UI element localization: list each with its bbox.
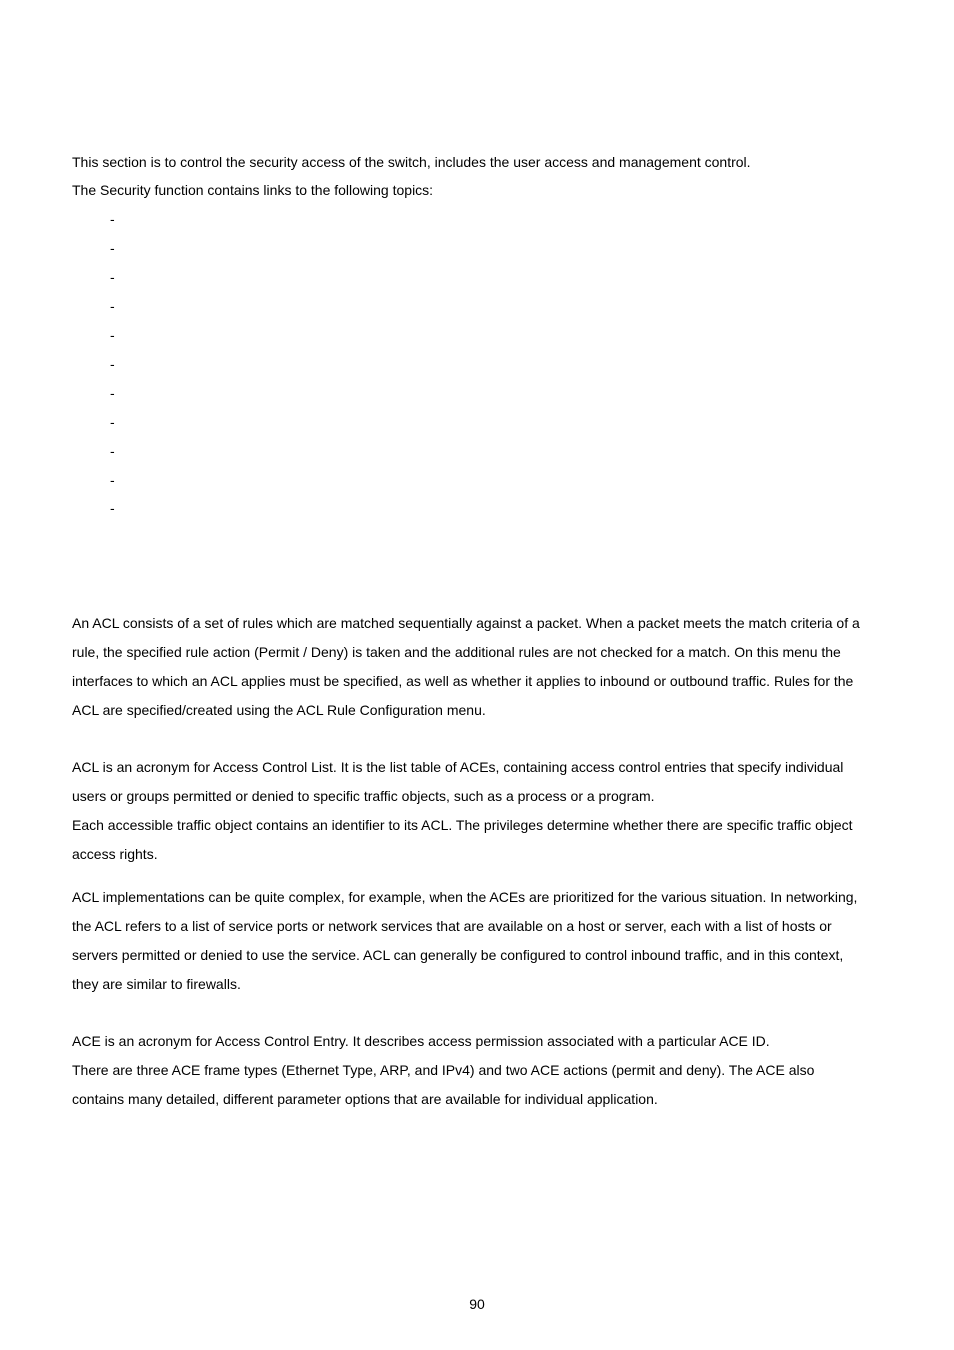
paragraph-line: contains many detailed, different parameter options that are available for individual application.: [72, 1091, 658, 1107]
list-item: -: [110, 356, 115, 372]
page-number: 90: [469, 1296, 485, 1312]
paragraph-line: access rights.: [72, 846, 158, 862]
paragraph-line: ACL are specified/created using the ACL Rule Configuration menu.: [72, 702, 486, 718]
list-item: -: [110, 500, 115, 516]
paragraph-line: An ACL consists of a set of rules which are matched sequentially against a packet. When a packet meets the match criteria of a: [72, 615, 860, 631]
paragraph-line: interfaces to which an ACL applies must be specified, as well as whether it applies to inbound or outbound traffic. Rules for the: [72, 673, 854, 689]
list-item: -: [110, 269, 115, 285]
list-item: -: [110, 327, 115, 343]
paragraph-line: the ACL refers to a list of service ports or network services that are available on a host or server, each with a list of hosts or: [72, 918, 832, 934]
paragraph-line: ACE is an acronym for Access Control Entry. It describes access permission associated with a particular ACE ID.: [72, 1033, 770, 1049]
paragraph-line: Each accessible traffic object contains an identifier to its ACL. The privileges determine whether there are specific traffic object: [72, 817, 853, 833]
paragraph-line: rule, the specified rule action (Permit / Deny) is taken and the additional rules are not checked for a match. On this menu the: [72, 644, 841, 660]
list-item: -: [110, 472, 115, 488]
paragraph-line: ACL is an acronym for Access Control List. It is the list table of ACEs, containing access control entries that specify individual: [72, 759, 844, 775]
paragraph-line: There are three ACE frame types (Ethernet Type, ARP, and IPv4) and two ACE actions (permit and deny). The ACE also: [72, 1062, 815, 1078]
list-item: -: [110, 298, 115, 314]
list-item: -: [110, 211, 115, 227]
intro-line-1: This section is to control the security access of the switch, includes the user access and management control.: [72, 154, 751, 170]
paragraph-line: ACL implementations can be quite complex, for example, when the ACEs are prioritized for the various situation. In networking,: [72, 889, 858, 905]
list-item: -: [110, 443, 115, 459]
paragraph-line: users or groups permitted or denied to specific traffic objects, such as a process or a program.: [72, 788, 655, 804]
paragraph-line: they are similar to firewalls.: [72, 976, 241, 992]
paragraph-line: servers permitted or denied to use the service. ACL can generally be configured to control inbound traffic, and in this context,: [72, 947, 844, 963]
list-item: -: [110, 385, 115, 401]
list-item: -: [110, 414, 115, 430]
list-item: -: [110, 240, 115, 256]
intro-line-2: The Security function contains links to the following topics:: [72, 182, 434, 198]
